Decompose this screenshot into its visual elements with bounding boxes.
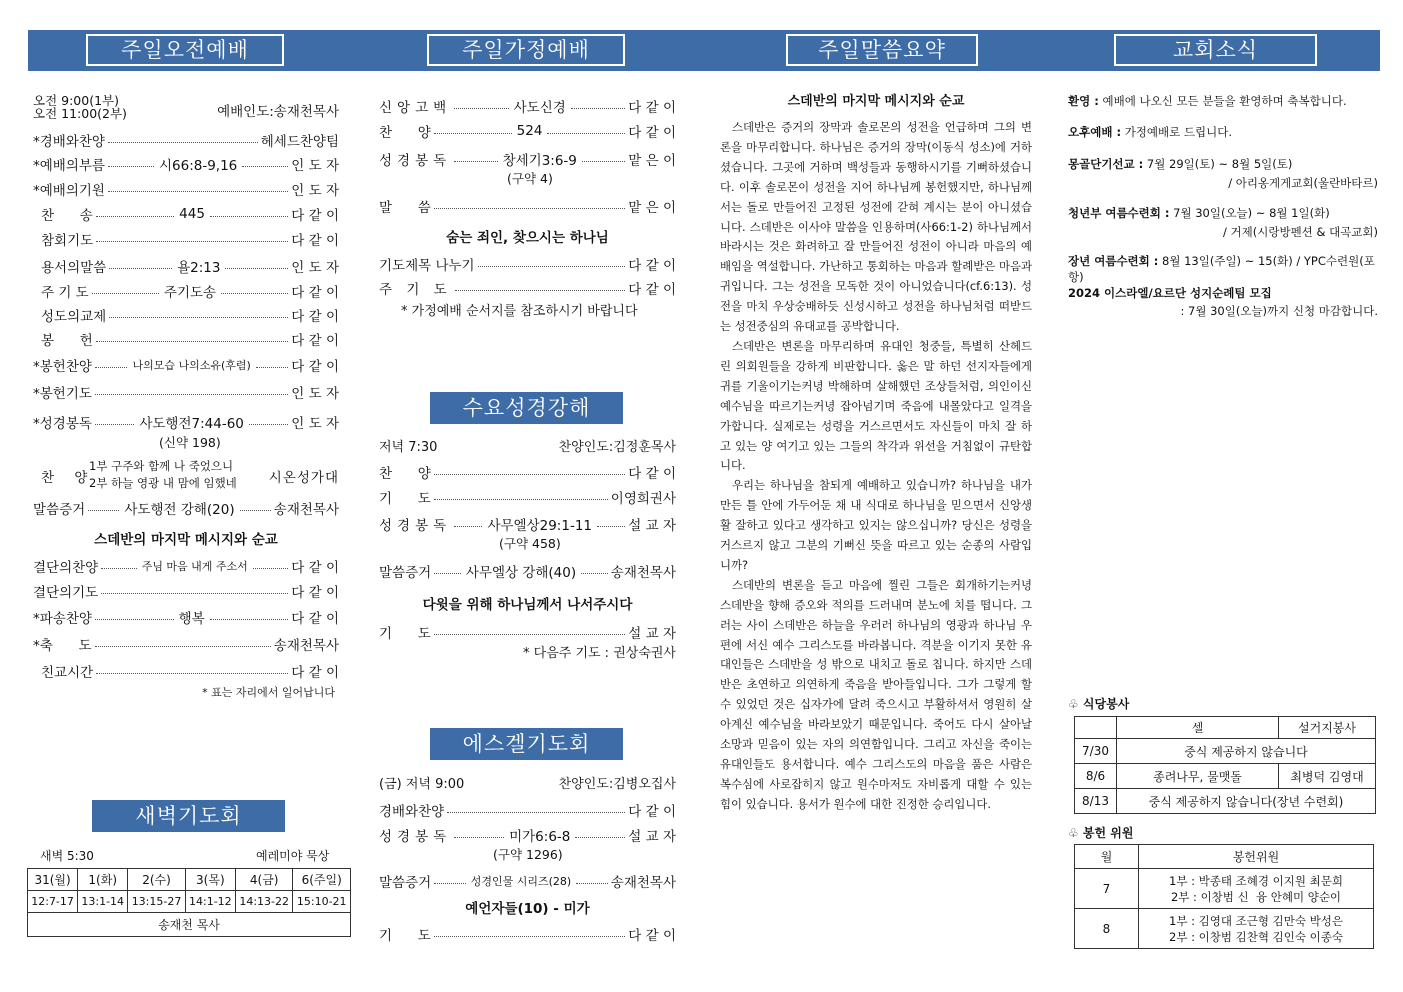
date-cell: 7/30 [1075,739,1117,764]
committee-line: 1부 : 박종태 조혜경 이지원 최문희 [1169,873,1343,888]
news-item: 오후예배 : 가정예배로 드립니다. [1068,125,1232,139]
order-item: 찬 양 524 다 같 이 [379,123,676,141]
committee-line: 2부 : 이창범 신 융 안혜미 양순이 [1170,889,1342,904]
order-item: 경배와찬양 다 같 이 [379,804,676,820]
day-cell: 6(주일) [293,869,351,891]
dawn-time: 새벽 5:30 [40,849,94,863]
home-worship-header: 주일가정예배 [427,34,625,66]
order-item: 신앙고백 사도신경 다 같 이 [379,100,676,116]
order-item: 말씀증거 사무엘상 강해(40) 송재천목사 [379,565,677,581]
home-worship-section [379,96,677,319]
news-item: 환영 : 예배에 나오신 모든 분들을 환영하며 축복합니다. [1068,94,1347,108]
anthem-label: 찬 양 [41,470,96,486]
passage-cell: 14:1-12 [185,891,235,913]
passage-cell: 14:13-22 [235,891,293,913]
news-item: 몽골단기선교 : 7월 29일(토) ~ 8월 5일(토) / 아리옹게게교회(울란바타르) [1068,157,1378,190]
dawn-schedule-table [27,868,351,937]
order-item: 결단의찬양 주님 마음 내게 주소서 다 같 이 [33,560,339,576]
morning-worship-section [33,94,339,704]
day-cell: 1(화) [78,869,128,891]
passage-cell: 12:7-17 [28,891,78,913]
order-item: 찬 양 다 같 이 [379,466,676,482]
order-item: *파송찬양 행복 다 같 이 [33,611,340,627]
dish-cell: 최병덕 김영대 [1279,764,1376,789]
header-cell [1075,717,1117,739]
preacher-cell: 송재천 목사 [28,913,351,937]
meal-service-title: ♧ 식당봉사 [1068,697,1130,711]
church-news-header: 교회소식 [1114,34,1317,66]
order-item: 성도의교제 다 같 이 [41,309,339,325]
passage-cell: 13:1-14 [78,891,128,913]
header-cell: 셀 [1117,717,1279,739]
day-cell: 2(수) [128,869,186,891]
order-item: *경배와찬양 헤세드찬양팀 [33,134,339,150]
order-item: 봉 헌 다 같 이 [41,333,339,349]
order-item: 말 씀 맡 은 이 [379,200,676,216]
ezekiel-leader: 찬양인도:김병오집사 [558,777,676,792]
dawn-series: 예레미야 묵상 [256,849,330,863]
header-cell: 월 [1075,845,1139,869]
order-item: *축 도 송재천목사 [33,638,339,654]
order-item: 결단의기도 다 같 이 [33,585,339,601]
order-item: *예배의부름 시66:8-9,16 인 도 자 [33,158,340,174]
order-item: 주 기 도 다 같 이 [379,282,676,298]
day-cell: 4(금) [235,869,293,891]
news-item: 청년부 여름수련회 : 7월 30일(오늘) ~ 8월 1일(화) / 거제(시랑방펜션 & 대곡교회) [1068,206,1378,239]
committee-line: 2부 : 이창범 김찬혁 김인숙 이종숙 [1169,929,1343,944]
news-item: 장년 여름수련회 : 8월 13일(주일) ~ 15(화) / YPC수련원(포항) [1068,254,1375,284]
order-item: 기 도 다 같 이 [379,928,676,944]
order-item: 성경봉독 미가6:6-8 설 교 자 [379,829,677,845]
news-item: 2024 이스라엘/요르단 성지순례팀 모집 : 7월 30일(오늘)까지 신청 마감합니다. [1068,286,1378,318]
order-item: *예배의기원 인 도 자 [33,183,339,199]
order-item: 용서의말씀 욜2:13 인 도 자 [41,260,340,276]
home-sermon-title: 숨는 죄인, 찾으시는 하나님 [446,230,609,246]
wednesday-header: 수요성경강해 [430,392,623,424]
reading-page: (구약 1296) [493,847,563,862]
order-item: 찬 송 445 다 같 이 [41,206,339,224]
header-cell: 설거지봉사 [1279,717,1376,739]
sermon-summary-header: 주일말씀요약 [786,34,978,66]
header-cell: 봉헌위원 [1139,845,1374,869]
cell-cell: 중식 제공하지 않습니다(장년 수련회) [1117,789,1376,814]
next-prayer-note: * 다음주 기도 : 권상숙권사 [523,646,676,661]
offering-committee-table [1074,844,1374,949]
ezekiel-section [379,773,676,953]
day-cell: 31(월) [28,869,78,891]
order-item: 성경봉독 사무엘상29:1-11 설 교 자 [379,518,677,534]
wednesday-section [379,436,676,666]
morning-worship-header: 주일오전예배 [86,34,284,66]
sermon-title: 스데반의 마지막 메시지와 순교 [94,532,278,548]
reading-page: (구약 4) [507,171,553,186]
order-item: 말씀증거 성경인물 시리즈(28) 송재천목사 [379,875,677,891]
order-item: 주 기 도 주기도송 다 같 이 [41,285,340,301]
date-cell: 8/13 [1075,789,1117,814]
sermon-paragraph: 스데반의 변론을 듣고 마음에 찔린 그들은 회개하기는커녕 스데반을 향해 증오와 적의를 드러내며 분노에 치를 떱니다. 그러는 사이 스데반은 하늘을 우러러 하나님의 영광과 하나님 우편에 서신 예수 그리스도를 바라봅니다. 격분을 이기지 못한 유대인들은 스데반을 성 밖으로 내치고 돌로 칩니다. 하지만 스데반은 초연하고 의연하게 죽음을 받아들입니다. 그가 그렇게 할 수 있었던 것은 십자가에 달려 죽으시고 부활하셔서 영원히 살아계신 예수님을 바라보았기 때문입니다. 죽어도 다시 살아날 소망과 믿음이 있는 자의 의연함입니다. 그리고 자신을 죽이는 유대인들도 용서합니다. 예수 그리스도의 마음을 품은 사람은 복수심에 사로잡히지 않고 원수마저도 자비롭게 대할 수 있는 힘이 있습니다. 용서가 원수에 대한 진정한 승리입니다. [720,577,1033,811]
order-item: 성경봉독 창세기3:6-9 맡 은 이 [379,153,677,169]
order-item: *봉헌기도 인 도 자 [33,386,339,402]
wednesday-leader: 찬양인도:김정훈목사 [558,440,676,455]
home-note: * 가정예배 순서지를 참조하시기 바랍니다 [401,304,638,319]
sermon-paragraph: 우리는 하나님을 참되게 예배하고 있습니까? 하나님을 내가 만든 틀 안에 가두어둔 채 내 식대로 하나님을 믿으면서 신앙생활 잘하고 있다고 생각하고 있지는 않으십니까? 당신은 성령을 거스르지 않고 그분의 기뻐신 뜻을 따르고 있는 순종의 사람입니까? [720,478,1032,572]
month-cell: 8 [1075,909,1139,949]
month-cell: 7 [1075,869,1139,909]
order-item: 친교시간 다 같 이 [41,665,339,681]
anthem-second: 2부 하늘 영광 내 맘에 임했네 [89,476,237,490]
sermon-paragraph: 스데반은 변론을 마무리하며 유대인 청중들, 특별히 산헤드린 의회원들을 강하게 비판합니다. 옳은 말 하던 선지자들에게 귀를 기울이기는커녕 박해하며 살해했던 조상들처럼, 의인이신 예수님을 따르기는커녕 잡아넘기며 죽음에 내몰았다고 일격을 가합니다. 실제로는 성령을 거스르면서도 자신들이 마치 잘 하고 있는 양 여기고 있는 그들의 착각과 위선을 거침없이 규탄합니다. [720,338,1032,473]
meal-service-table [1074,716,1376,814]
worship-leader: 예배인도:송재천목사 [217,104,339,120]
sermon-summary-body [720,118,1032,815]
day-cell: 3(목) [185,869,235,891]
date-cell: 8/6 [1075,764,1117,789]
offering-committee-title: ♧ 봉헌 위원 [1068,826,1134,840]
order-item: 기 도 이영희권사 [379,491,676,507]
order-item: *봉헌찬양 나의모습 나의소유(후렴) 다 같 이 [33,359,340,375]
standing-note: * 표는 자리에서 일어납니다 [202,686,335,699]
time-first: 오전 9:00(1부) [33,93,119,108]
passage-cell: 13:15-27 [128,891,186,913]
reading-page: (신약 198) [159,435,221,450]
anthem-first: 1부 구주와 함께 나 죽었으니 [89,459,234,473]
ezekiel-header: 에스겔기도회 [430,728,623,760]
wednesday-sermon-title: 다윗을 위해 하나님께서 나서주시다 [422,597,633,613]
ezekiel-sermon-title: 예언자들(10) - 미가 [465,901,590,917]
cell-cell: 중식 제공하지 않습니다 [1117,739,1376,764]
order-item: *성경봉독 사도행전7:44-60 인 도 자 [33,416,340,432]
ezekiel-time: (금) 저녁 9:00 [379,777,465,792]
sermon-summary-title: 스데반의 마지막 메시지와 순교 [787,94,965,109]
cell-cell: 종려나무, 물맷돌 [1117,764,1279,789]
anthem-choir: 시온성가대 [268,470,339,486]
order-item: 참회기도 다 같 이 [41,233,339,249]
committee-line: 1부 : 김영대 조근형 김만숙 박성은 [1169,913,1343,928]
dawn-prayer-header: 새벽기도회 [92,800,285,832]
order-item: 기도제목 나누기 다 같 이 [379,258,676,274]
time-second: 오전 11:00(2부) [33,106,127,121]
sermon-paragraph: 스데반은 증거의 장막과 솔로몬의 성전을 언급하며 그의 변론을 마무리합니다. 하나님은 증거의 장막(이동식 성소)에 거하셨습니다. 그곳에 거하며 백성들과 동행하시기를 기뻐하셨습니다. 이후 솔로몬이 성전을 지어 하나님께 봉헌했지만, 하나님께서는 돌로 만들어진 고정된 성전에 갇혀 계시는 분이 아니셨습니다. 스데반은 이사야 말씀을 인용하며(사66:1-2) 하나님께서 바라시는 것은 화려하고 잘 만들어진 성전이 아니라 마음의 예배임을 역설합니다. 가난하고 통회하는 마음과 할례받은 마음과 귀입니다. 그는 성전을 모독한 것이 아니었습니다(cf.6:13). 성전을 마치 우상숭배하듯 신성시하고 성전을 하나님처럼 떠받드는 성전중심의 유대교를 공박합니다. [720,120,1033,334]
order-item: 말씀증거 사도행전 강해(20) 송재천목사 [33,502,340,518]
order-item: 기 도 설 교 자 [379,626,676,642]
passage-cell: 15:10-21 [293,891,351,913]
reading-page: (구약 458) [499,536,561,551]
wednesday-time: 저녁 7:30 [379,440,438,455]
